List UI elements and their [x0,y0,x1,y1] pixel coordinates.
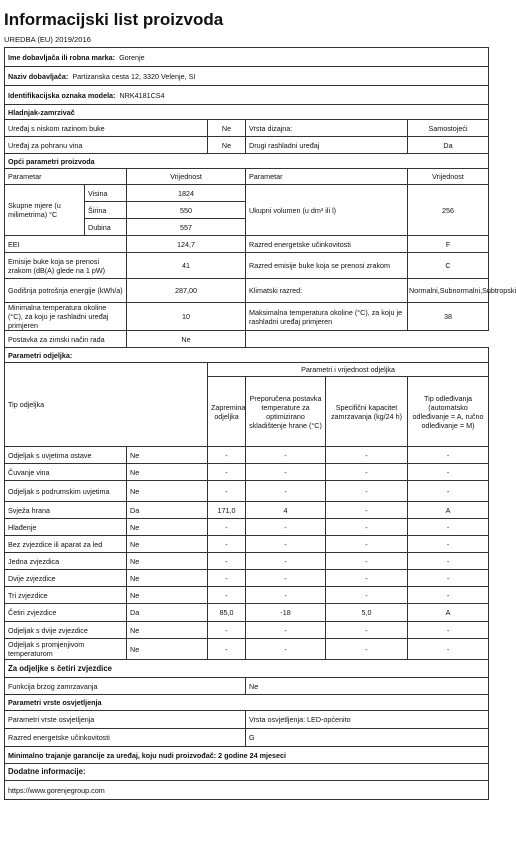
compartment-row [5,604,489,622]
compartment-volume: - [208,481,246,502]
compartment-rows [5,447,489,660]
product-info-table [4,47,516,800]
additional-url-row [5,781,489,800]
compartment-present: Ne [127,464,208,481]
appliance-row [5,137,489,154]
compartment-temperature: - [246,622,326,639]
compartment-name: Hlađenje [5,519,127,536]
compartments-heading: Parametri odjeljka: [5,348,489,363]
total-volume-label: Ukupni volumen (u dm³ ili l) [246,185,408,236]
lighting-class-value: G [246,729,489,747]
temperature-column-header: Preporučena postavka temperature za optimizirano skladištenje hrane (°C) [246,377,326,447]
height-label: Visina [85,185,127,202]
supplier-name-label: Ime dobavljača ili robna marka: [8,52,116,62]
compartment-temperature: 4 [246,502,326,519]
product-information-sheet [4,8,516,800]
appliance-row [5,120,489,137]
compartment-name: Tri zvjezdice [5,587,127,604]
compartment-volume: - [208,587,246,604]
compartment-present: Ne [127,622,208,639]
eei-value: 124,7 [127,236,246,253]
general-column-headers [5,169,489,185]
param-header: Parametar [5,169,127,185]
additional-info-heading: Dodatne informacije: [5,764,489,781]
min-temp-label: Minimalna temperatura okoline (°C), za koju je rashladni uređaj primjeren [5,303,127,331]
compartment-name: Čuvanje vina [5,464,127,481]
regulation-reference: UREDBA (EU) 2019/2016 [4,35,91,44]
compartment-freezing-capacity: - [326,639,408,660]
compartment-row [5,464,489,481]
compartment-volume: - [208,639,246,660]
compartment-row [5,447,489,464]
compartment-row [5,570,489,587]
depth-value: 557 [127,219,246,236]
compartment-defrost-type: - [408,481,489,502]
compartment-name: Odjeljak s dvije zvjezdice [5,622,127,639]
value-header: Vrijednost [408,169,489,185]
model-value: NRK4181CS4 [119,90,165,100]
compartment-present: Ne [127,447,208,464]
compartment-freezing-capacity: - [326,519,408,536]
general-row [5,303,489,331]
compartment-temperature: - [246,481,326,502]
lighting-type-label: Parametri vrste osvjetljenja [5,711,246,729]
climate-class-value: Normalni,Subnormalni,Subtropski [408,279,489,303]
lighting-class-row [5,729,489,747]
compartment-group-header: Parametri i vrijednost odjeljka [208,363,489,377]
four-star-heading-row [5,660,489,678]
depth-label: Dubina [85,219,127,236]
compartment-row [5,536,489,553]
overall-dimensions-label: Skupne mjere (u milimetrima) °C [5,185,85,236]
compartment-name: Četiri zvjezdice [5,604,127,622]
max-temp-label: Maksimalna temperatura okoline (°C), za koju je rashladni uređaj primjeren [246,303,408,331]
lighting-type-row [5,711,489,729]
compartment-defrost-type: - [408,447,489,464]
compartment-present: Ne [127,481,208,502]
general-heading: Opći parametri proizvoda [5,154,489,169]
compartment-volume: - [208,519,246,536]
compartment-defrost-type: - [408,622,489,639]
compartment-row [5,553,489,570]
supplier-name-row [5,48,489,67]
model-row [5,86,489,105]
compartment-defrost-type: A [408,502,489,519]
noise-emission-value: 41 [127,253,246,279]
min-temp-value: 10 [127,303,246,331]
compartment-freezing-capacity: - [326,502,408,519]
energy-class-value: F [408,236,489,253]
compartment-temperature: - [246,464,326,481]
max-temp-value: 38 [408,303,489,331]
compartment-freezing-capacity: - [326,622,408,639]
compartment-present: Ne [127,639,208,660]
compartment-row [5,519,489,536]
lighting-heading-row [5,695,489,711]
compartment-volume: - [208,553,246,570]
compartment-freezing-capacity: - [326,447,408,464]
low-noise-value: Ne [208,120,246,137]
document-title: Informacijski list proizvoda [4,10,224,29]
supplier-address-value: Partizanska cesta 12, 3320 Velenje, SI [72,71,196,81]
compartment-freezing-capacity: - [326,481,408,502]
wine-storage-value: Ne [208,137,246,154]
compartment-row [5,481,489,502]
compartment-name: Jedna zvjezdica [5,553,127,570]
winter-mode-row [5,331,489,348]
warranty-row [5,747,489,764]
dimension-row [5,185,489,202]
compartment-group-header-row [5,363,489,377]
volume-column-header: Zapremina odjeljka [208,377,246,447]
additional-heading-row [5,764,489,781]
fast-freeze-label: Funkcija brzog zamrzavanja [5,678,246,695]
total-volume-value: 256 [408,185,489,236]
width-value: 550 [127,202,246,219]
fast-freeze-row [5,678,489,695]
compartment-name: Bez zvjezdice ili aparat za led [5,536,127,553]
compartment-freezing-capacity: - [326,587,408,604]
appliance-heading-row [5,105,489,120]
compartment-freezing-capacity: - [326,553,408,570]
noise-emission-label: Emisije buke koja se prenosi zrakom (dB(A) glede na 1 pW) [5,253,127,279]
compartment-row [5,502,489,519]
compartment-temperature: - [246,447,326,464]
low-noise-label: Uređaj s niskom razinom buke [5,120,208,137]
compartment-volume: - [208,570,246,587]
compartment-freezing-capacity: 5,0 [326,604,408,622]
wine-storage-label: Uređaj za pohranu vina [5,137,208,154]
model-label: Identifikacijska oznaka modela: [8,90,116,100]
compartment-freezing-capacity: - [326,536,408,553]
compartment-volume: - [208,622,246,639]
compartment-present: Ne [127,587,208,604]
compartment-temperature: - [246,536,326,553]
other-appliance-value: Da [408,137,489,154]
compartment-defrost-type: - [408,587,489,604]
annual-energy-value: 287,00 [127,279,246,303]
compartment-name: Svježa hrana [5,502,127,519]
general-heading-row [5,154,489,169]
compartment-type-header: Tip odjeljka [5,363,208,447]
compartment-row [5,622,489,639]
winter-mode-value: Ne [127,331,246,348]
width-label: Širina [85,202,127,219]
climate-class-label: Klimatski razred: [246,279,408,303]
supplier-address-row [5,67,489,86]
supplier-name-value: Gorenje [119,52,145,62]
compartment-volume: - [208,536,246,553]
compartment-present: Ne [127,553,208,570]
compartment-volume: 171,0 [208,502,246,519]
value-header: Vrijednost [127,169,246,185]
compartment-freezing-capacity: - [326,570,408,587]
compartment-defrost-type: - [408,519,489,536]
compartment-volume: - [208,464,246,481]
fast-freeze-value: Ne [246,678,489,695]
lighting-type-value: Vrsta osvjetljenja: LED-općenito [246,711,489,729]
defrost-type-column-header: Tip odleđivanja (automatsko odleđivanje = A, ručno odleđivanje = M) [408,377,489,447]
four-star-heading: Za odjeljke s četiri zvjezdice [5,660,489,678]
other-appliance-label: Drugi rashladni uređaj [246,137,408,154]
compartment-temperature: - [246,519,326,536]
compartment-name: Odjeljak s podrumskim uvjetima [5,481,127,502]
compartment-defrost-type: - [408,570,489,587]
eei-label: EEI [5,236,127,253]
general-row [5,236,489,253]
general-row [5,279,489,303]
compartment-name: Dvije zvjezdice [5,570,127,587]
noise-class-label: Razred emisije buke koja se prenosi zrakom [246,253,408,279]
compartment-temperature: - [246,570,326,587]
compartment-defrost-type: - [408,639,489,660]
compartment-freezing-capacity: - [326,464,408,481]
compartment-defrost-type: - [408,553,489,570]
compartment-row [5,587,489,604]
general-row [5,253,489,279]
compartment-present: Da [127,502,208,519]
energy-class-label: Razred energetske učinkovitosti [246,236,408,253]
design-type-value: Samostojeći [408,120,489,137]
compartment-volume: - [208,447,246,464]
winter-mode-label: Postavka za zimski način rada [5,331,127,348]
design-type-label: Vrsta dizajna: [246,120,408,137]
compartment-row [5,639,489,660]
compartments-heading-row [5,348,489,363]
compartment-name: Odjeljak s uvjetima ostave [5,447,127,464]
annual-energy-label: Godišnja potrošnja energije (kWh/a) [5,279,127,303]
supplier-address-label: Naziv dobavljača: [8,71,69,81]
blank-cell [246,331,489,348]
lighting-class-label: Razred energetske učinkovitosti [5,729,246,747]
compartment-defrost-type: - [408,536,489,553]
compartment-present: Ne [127,536,208,553]
height-value: 1824 [127,185,246,202]
compartment-present: Da [127,604,208,622]
lighting-heading: Parametri vrste osvjetljenja [5,695,489,711]
appliance-heading: Hladnjak-zamrzivač [5,105,489,120]
warranty-text: Minimalno trajanje garancije za uređaj, koju nudi proizvođač: 2 godine 24 mjeseci [5,747,489,764]
compartment-temperature: - [246,553,326,570]
compartment-temperature: -18 [246,604,326,622]
compartment-defrost-type: A [408,604,489,622]
compartment-volume: 85,0 [208,604,246,622]
compartment-name: Odjeljak s promjenjivom temperaturom [5,639,127,660]
compartment-present: Ne [127,570,208,587]
website-link[interactable]: https://www.gorenjegroup.com [5,781,489,800]
compartment-temperature: - [246,639,326,660]
noise-class-value: C [408,253,489,279]
compartment-temperature: - [246,587,326,604]
compartment-present: Ne [127,519,208,536]
freezing-capacity-column-header: Specifični kapacitet zamrzavanja (kg/24 h) [326,377,408,447]
compartment-defrost-type: - [408,464,489,481]
param-header: Parametar [246,169,408,185]
